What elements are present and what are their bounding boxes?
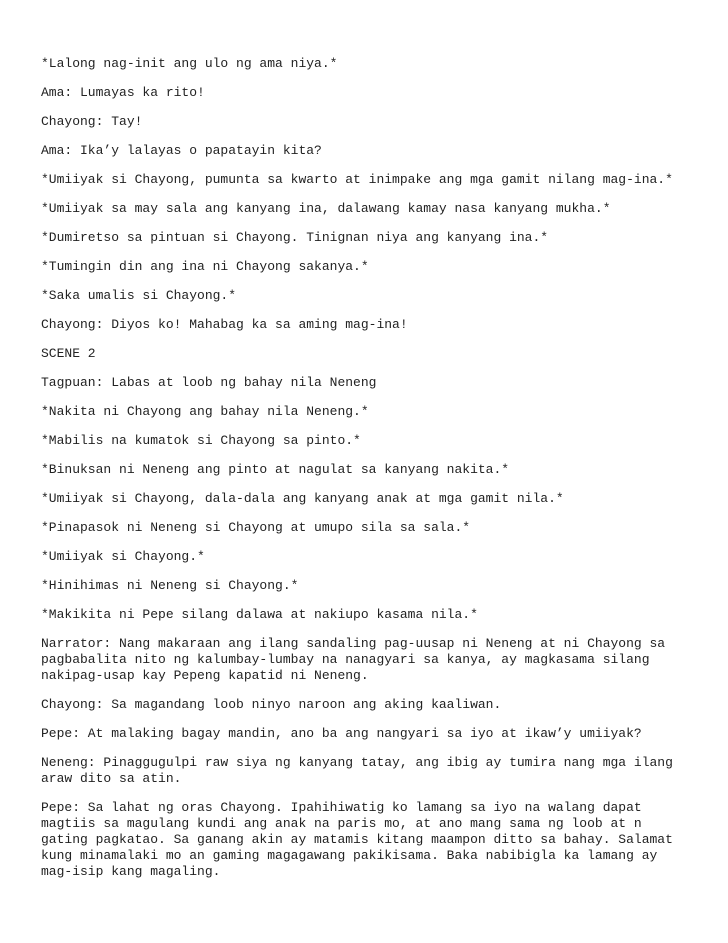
text-line: *Makikita ni Pepe silang dalawa at nakiupo kasama nila.* xyxy=(41,607,478,622)
narration-paragraph: Narrator: Nang makaraan ang ilang sandaling pag-uusap ni Neneng at ni Chayong sa pagbabalita nito ng kalumbay-lumbay na nanagyari sa kanya, ay magkasama silang nakipag-usap kay Pepeng kapatid ni Neneng. xyxy=(41,636,666,683)
text-line: *Lalong nag-init ang ulo ng ama niya.* xyxy=(41,56,338,71)
text-line: *Tumingin din ang ina ni Chayong sakanya.* xyxy=(41,259,369,274)
text-line: Tagpuan: Labas at loob ng bahay nila Neneng xyxy=(41,375,377,390)
text-line: *Hinihimas ni Neneng si Chayong.* xyxy=(41,578,299,593)
text-line: *Umiiyak si Chayong, pumunta sa kwarto at inimpake ang mga gamit nilang mag-ina.* xyxy=(41,172,673,187)
text-line: *Dumiretso sa pintuan si Chayong. Tinignan niya ang kanyang ina.* xyxy=(41,230,549,245)
text-line: *Mabilis na kumatok si Chayong sa pinto.* xyxy=(41,433,361,448)
scene-heading: SCENE 2 xyxy=(41,346,96,361)
dialogue-paragraph: Neneng: Pinaggugulpi raw siya ng kanyang tatay, ang ibig ay tumira nang mga ilang araw dito sa atin. xyxy=(41,755,673,786)
text-line: *Pinapasok ni Neneng si Chayong at umupo sila sa sala.* xyxy=(41,520,471,535)
text-line: *Umiiyak sa may sala ang kanyang ina, dalawang kamay nasa kanyang mukha.* xyxy=(41,201,611,216)
text-line: Ama: Ika’y lalayas o papatayin kita? xyxy=(41,143,322,158)
text-line: Ama: Lumayas ka rito! xyxy=(41,85,205,100)
dialogue-line: Pepe: At malaking bagay mandin, ano ba ang nangyari sa iyo at ikaw’y umiiyak? xyxy=(41,726,642,741)
dialogue-paragraph: Pepe: Sa lahat ng oras Chayong. Ipahihiwatig ko lamang sa iyo na walang dapat magtiis sa magulang kundi ang anak na paris mo, at ano mang sama ng loob at n gating pagkatao. Sa ganang akin ay matamis kitang maampon ditto sa bahay. Salamat kung minamalaki mo an gaming magagawang pakikisama. Baka nabibigla ka lamang ay mag-isip kang magaling. xyxy=(41,800,673,879)
text-line: *Binuksan ni Neneng ang pinto at nagulat sa kanyang nakita.* xyxy=(41,462,510,477)
dialogue-line: Chayong: Sa magandang loob ninyo naroon ang aking kaaliwan. xyxy=(41,697,502,712)
document-text xyxy=(41,56,691,893)
text-line: *Saka umalis si Chayong.* xyxy=(41,288,237,303)
text-line: *Umiiyak si Chayong.* xyxy=(41,549,205,564)
text-line: Chayong: Diyos ko! Mahabag ka sa aming mag-ina! xyxy=(41,317,408,332)
text-line: Chayong: Tay! xyxy=(41,114,143,129)
text-line: *Umiiyak si Chayong, dala-dala ang kanyang anak at mga gamit nila.* xyxy=(41,491,564,506)
text-line: *Nakita ni Chayong ang bahay nila Neneng.* xyxy=(41,404,369,419)
